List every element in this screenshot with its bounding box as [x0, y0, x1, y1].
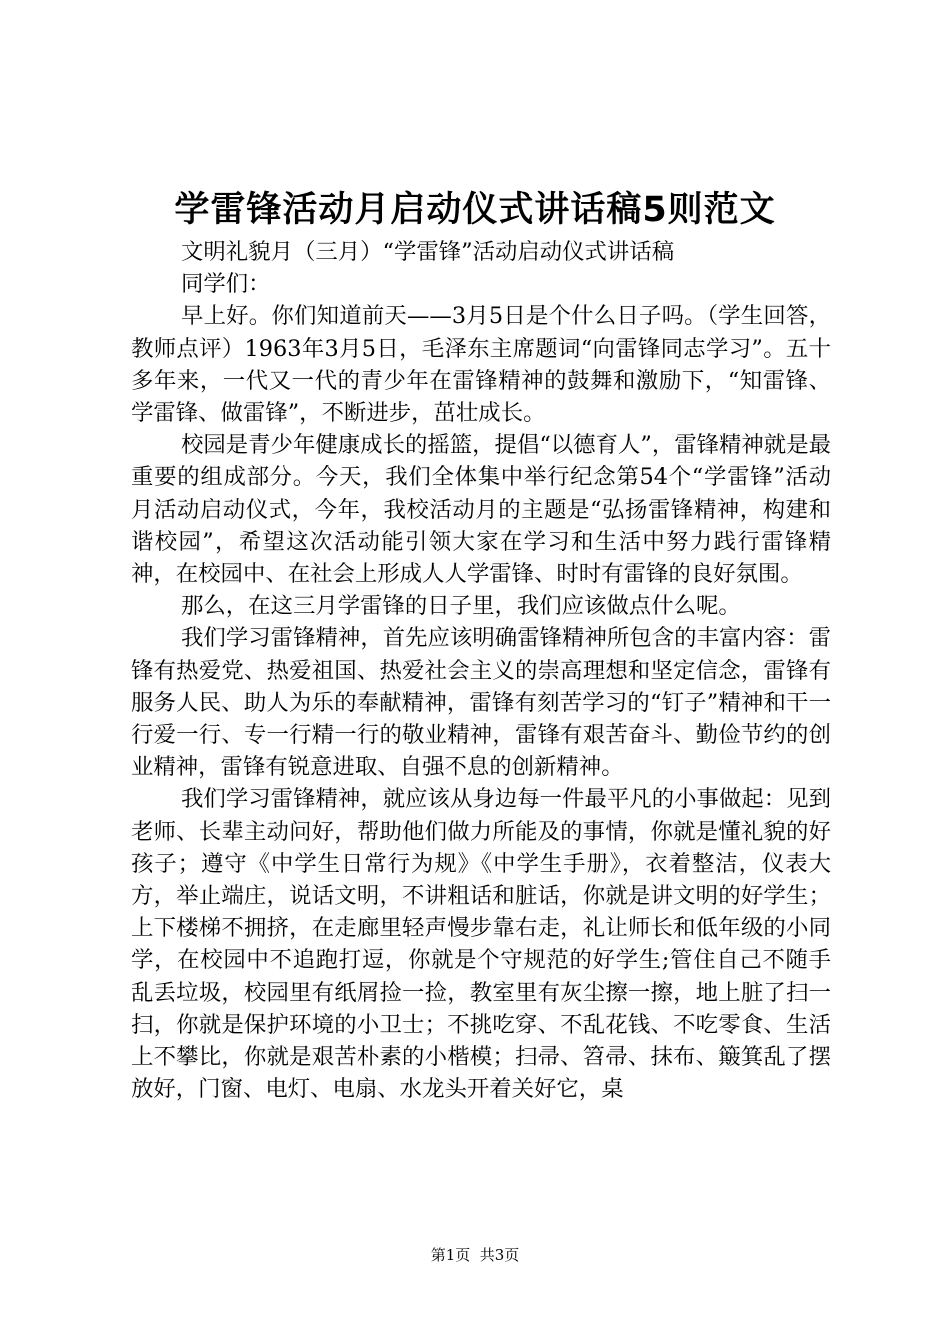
paragraph-4: 我们学习雷锋精神，首先应该明确雷锋精神所包含的丰富内容：雷锋有热爱党、热爱祖国、热爱社会主义的崇高理想和坚定信念，雷锋有服务人民、助人为乐的奉献精神，雷锋有刻苦学习的“钉子”精神和干一行爱一行、专一行精一行的敬业精神，雷锋有艰苦奋斗、勤俭节约的创业精神，雷锋有锐意进取、自强不息的创新精神。: [131, 625, 831, 781]
page-number-footer: 第1页 共3页: [430, 1246, 520, 1264]
paragraph-1: 早上好。你们知道前天——3月5日是个什么日子吗。（学生回答，教师点评）1963年3月5日，毛泽东主席题词“向雷锋同志学习”。五十多年来，一代又一代的青少年在雷锋精神的鼓舞和激励下，“知雷锋、学雷锋、做雷锋”，不断进步，茁壮成长。: [131, 303, 831, 427]
document-body: [131, 236, 831, 1105]
paragraph-5: 我们学习雷锋精神，就应该从身边每一件最平凡的小事做起：见到老师、长辈主动问好，帮助他们做力所能及的事情，你就是懂礼貌的好孩子；遵守《中学生日常行为规》《中学生手册》，衣着整洁，仪表大方，举止端庄，说话文明，不讲粗话和脏话，你就是讲文明的好学生；上下楼梯不拥挤，在走廊里轻声慢步靠右走，礼让师长和低年级的小同学，在校园中不追跑打逗，你就是个守规范的好学生;管住自己不随手乱丢垃圾，校园里有纸屑捡一捡，教室里有灰尘擦一擦，地上脏了扫一扫，你就是保护环境的小卫士；不挑吃穿、不乱花钱、不吃零食、生活上不攀比，你就是艰苦朴素的小楷模；扫帚、笤帚、抹布、簸箕乱了摆放好，门窗、电灯、电扇、水龙头开着关好它，桌: [131, 786, 831, 1103]
document-title: 学雷锋活动月启动仪式讲话稿5则范文: [174, 190, 776, 230]
salutation: 同学们：: [181, 271, 271, 298]
speech-subtitle: 文明礼貌月（三月）“学雷锋”活动启动仪式讲话稿: [181, 239, 675, 265]
paragraph-3: 那么，在这三月学雷锋的日子里，我们应该做点什么呢。: [181, 593, 741, 620]
paragraph-2: 校园是青少年健康成长的摇篮，提倡“以德育人”，雷锋精神就是最重要的组成部分。今天，我们全体集中举行纪念第54个“学雷锋”活动月活动启动仪式，今年，我校活动月的主题是“弘扬雷锋精神，构建和谐校园”，希望这次活动能引领大家在学习和生活中努力践行雷锋精神，在校园中、在社会上形成人人学雷锋、时时有雷锋的良好氛围。: [131, 432, 831, 588]
